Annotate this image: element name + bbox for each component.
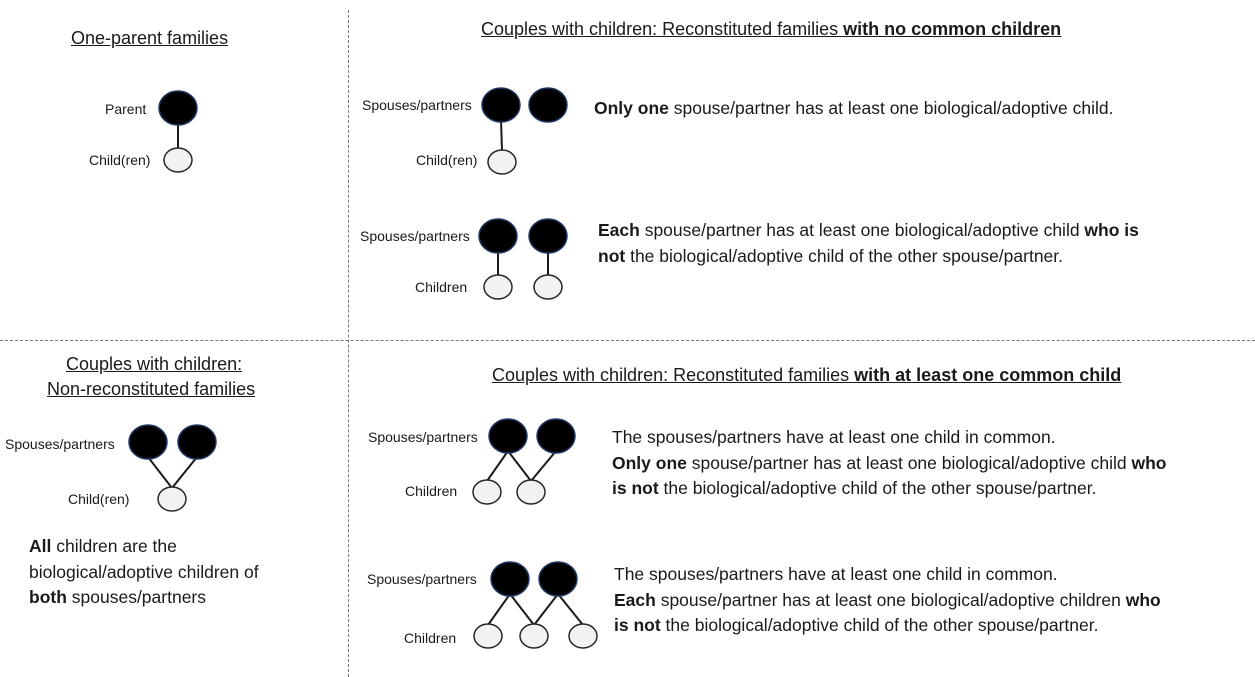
one-parent-parent-node [159,91,197,125]
common-row1-child-right-node [517,480,545,504]
common-row2-child-right-node [569,624,597,648]
one-parent-title: One-parent families [71,28,229,48]
common-row2-child-middle-node [520,624,548,648]
non-reconstituted-title-line1: Couples with children: [66,354,243,374]
no-common-row2-child-left-node [484,275,512,299]
non-reconstituted-child-node [158,487,186,511]
common-row1-spouse-right-node [537,419,575,453]
common-row2-child-label: Children [404,630,457,646]
no-common-row1-connector [501,120,502,150]
common-row1-child-label: Children [405,483,458,499]
common-row2-description: The spouses/partners have at least one child in common. Each spouse/partner has at least one biological/adoptive children who is not the biological/adoptive child of the other spouse/partner. [614,564,1161,635]
common-row1-connector-a [487,451,508,481]
non-reconstituted-spouses-label: Spouses/partners [5,436,115,452]
non-reconstituted-title-line2: Non-reconstituted families [47,379,256,399]
common-row1-connector-c [531,451,556,481]
common-row2-connector-b [510,594,534,625]
no-common-row2-spouse-right-node [529,219,567,253]
common-row1-spouses-label: Spouses/partners [368,429,478,445]
no-common-row1-child-label: Child(ren) [416,152,478,168]
no-common-row1-spouse-right-node [529,88,567,122]
non-reconstituted-spouse-left-node [129,425,167,459]
common-row2-spouses-label: Spouses/partners [367,571,477,587]
common-row2-connector-c [534,594,558,625]
non-reconstituted-spouse-right-node [178,425,216,459]
no-common-row1-description: Only one spouse/partner has at least one biological/adoptive child. [594,98,1114,118]
one-parent-parent-label: Parent [105,101,147,117]
one-parent-child-label: Child(ren) [89,152,151,168]
common-row1-spouse-left-node [489,419,527,453]
one-parent-child-node [164,148,192,172]
no-common-title: Couples with children: Reconstituted families with no common children [481,19,1062,39]
common-row2-connector-d [558,594,583,625]
no-common-row1-spouses-label: Spouses/partners [362,97,472,113]
no-common-row2-child-label: Children [415,279,468,295]
common-row1-child-left-node [473,480,501,504]
non-reconstituted-connector-right [172,457,197,488]
common-row1-connector-b [508,451,531,481]
common-row1-description: The spouses/partners have at least one child in common. Only one spouse/partner has at least one biological/adoptive child who is not the biological/adoptive child of the other spouse/partner. [612,427,1167,498]
no-common-row2-spouses-label: Spouses/partners [360,228,470,244]
common-title: Couples with children: Reconstituted families with at least one common child [492,365,1122,385]
no-common-row1-spouse-left-node [482,88,520,122]
no-common-row2-child-right-node [534,275,562,299]
no-common-row2-spouse-left-node [479,219,517,253]
non-reconstituted-note: All children are the biological/adoptive children of both spouses/partners [29,536,259,607]
no-common-row1-child-node [488,150,516,174]
common-row2-connector-a [488,594,510,625]
non-reconstituted-child-label: Child(ren) [68,491,130,507]
common-row2-child-left-node [474,624,502,648]
non-reconstituted-connector-left [148,457,172,488]
common-row2-spouse-left-node [491,562,529,596]
common-row2-spouse-right-node [539,562,577,596]
no-common-row2-description: Each spouse/partner has at least one biological/adoptive child who is not the biological/adoptive child of the other spouse/partner. [598,220,1139,266]
